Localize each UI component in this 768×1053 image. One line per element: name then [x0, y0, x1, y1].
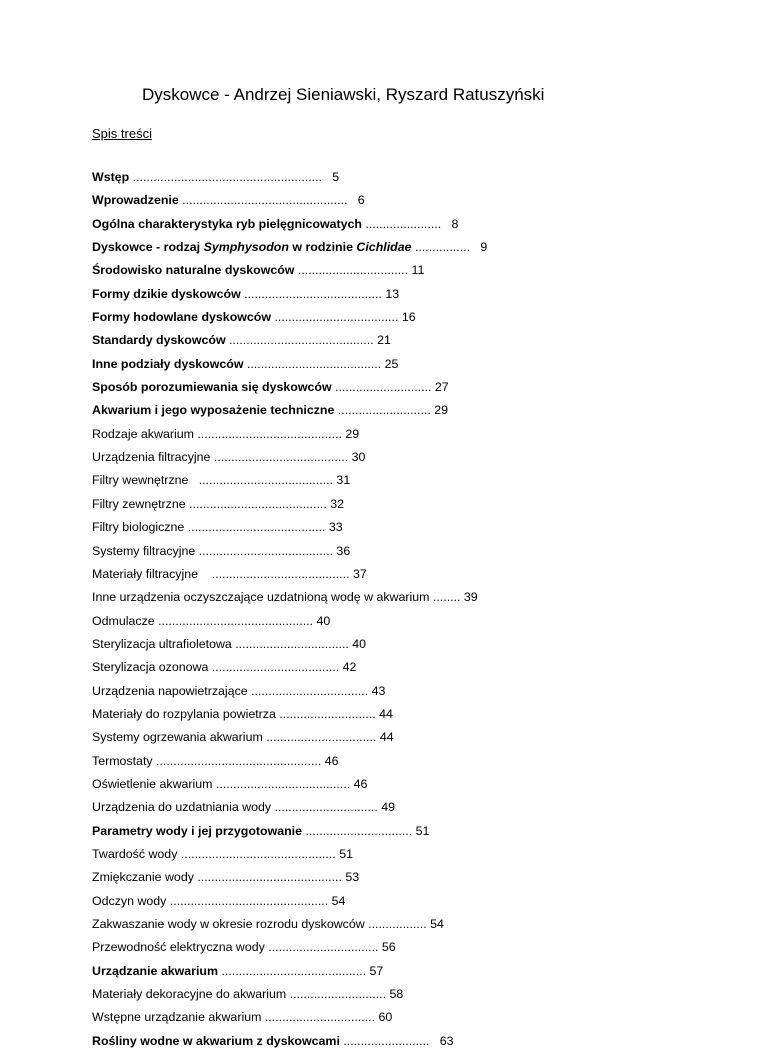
toc-entry	[92, 586, 487, 609]
toc-entry-text: ............................... 51	[302, 823, 430, 838]
table-of-contents	[92, 166, 487, 1053]
toc-entry	[92, 610, 487, 633]
toc-entry	[92, 493, 487, 516]
toc-entry	[92, 726, 487, 749]
toc-entry	[92, 236, 487, 259]
toc-entry	[92, 796, 487, 819]
toc-entry-text: Sterylizacja ultrafioletowa ................................. 40	[92, 636, 367, 651]
toc-entry-text: Filtry wewnętrzne ....................................... 31	[92, 473, 351, 488]
toc-entry-text: Rośliny wodne w akwarium z dyskowcami	[92, 1033, 340, 1048]
toc-entry-text: ....................................... 25	[243, 356, 399, 371]
toc-entry-text: ........................................ 13	[240, 286, 400, 301]
toc-entry-text: Środowisko naturalne dyskowców	[92, 263, 295, 278]
toc-entry-text: Twardość wody ............................................. 51	[92, 846, 353, 861]
toc-entry	[92, 166, 487, 189]
toc-entry	[92, 540, 487, 563]
toc-entry-text: Inne urządzenia oczyszczające uzdatnioną wodę w akwarium ........ 39	[92, 590, 478, 605]
toc-entry	[92, 469, 487, 492]
toc-entry	[92, 773, 487, 796]
toc-entry-text: Urządzenia filtracyjne ....................................... 30	[92, 450, 366, 465]
toc-entry-text: .......................................... 57	[218, 963, 384, 978]
toc-entry	[92, 423, 487, 446]
toc-entry	[92, 703, 487, 726]
toc-entry	[92, 750, 487, 773]
toc-entry-text: Cichlidae	[356, 240, 412, 255]
toc-entry-text: Dyskowce - rodzaj	[92, 240, 204, 255]
toc-entry	[92, 563, 487, 586]
toc-entry	[92, 376, 487, 399]
toc-entry-text: Wstępne urządzanie akwarium ................................ 60	[92, 1010, 393, 1025]
toc-entry	[92, 329, 487, 352]
toc-entry-text: Inne podziały dyskowców	[92, 356, 244, 371]
toc-entry-text: ...................... 8	[361, 216, 459, 231]
toc-heading: Spis treści	[92, 126, 152, 141]
toc-entry-text: Sterylizacja ozonowa ..................................... 42	[92, 660, 357, 675]
toc-entry-text: Formy hodowlane dyskowców	[92, 310, 272, 325]
toc-entry	[92, 189, 487, 212]
toc-entry-text: Przewodność elektryczna wody ................................ 56	[92, 940, 396, 955]
toc-entry	[92, 890, 487, 913]
toc-entry	[92, 820, 487, 843]
toc-entry-text: ............................ 27	[331, 380, 449, 395]
toc-entry-text: Materiały filtracyjne ........................................ 37	[92, 566, 367, 581]
toc-entry-text: Wprowadzenie	[92, 193, 179, 208]
toc-entry	[92, 306, 487, 329]
toc-entry-text: Rodzaje akwarium .......................................... 29	[92, 426, 360, 441]
toc-entry-text: Filtry zewnętrzne ........................................ 32	[92, 496, 345, 511]
toc-entry-text: Akwarium i jego wyposażenie techniczne	[92, 403, 335, 418]
toc-entry-text: .................................... 16	[271, 310, 416, 325]
toc-entry-text: ......................... 63	[339, 1033, 454, 1048]
toc-entry-text: ................................ 11	[294, 263, 425, 278]
toc-entry	[92, 936, 487, 959]
toc-entry	[92, 446, 487, 469]
toc-entry-text: w rodzinie	[288, 240, 357, 255]
toc-entry-text: ................ 9	[411, 240, 488, 255]
toc-entry-text: Standardy dyskowców	[92, 333, 226, 348]
toc-entry	[92, 213, 487, 236]
toc-entry-text: Urządzenia napowietrzające .................................. 43	[92, 683, 386, 698]
toc-entry-text: Ogólna charakterystyka ryb pielęgnicowatych	[92, 216, 362, 231]
toc-entry	[92, 913, 487, 936]
toc-entry	[92, 516, 487, 539]
document-title: Dyskowce - Andrzej Sieniawski, Ryszard Ratuszyński	[142, 85, 545, 104]
toc-entry-text: Materiały do rozpylania powietrza ............................ 44	[92, 706, 393, 721]
toc-entry-text: Materiały dekoracyjne do akwarium ............................ 58	[92, 987, 404, 1002]
toc-entry-text: Wstęp	[92, 170, 130, 184]
toc-entry-text: Sposób porozumiewania się dyskowców	[92, 380, 332, 395]
toc-entry	[92, 656, 487, 679]
toc-entry	[92, 1006, 487, 1029]
toc-entry-text: Systemy filtracyjne ....................................... 36	[92, 543, 351, 558]
toc-entry	[92, 353, 487, 376]
toc-entry-text: Zmiękczanie wody .......................................... 53	[92, 870, 360, 885]
toc-entry-text: Urządzanie akwarium	[92, 963, 219, 978]
toc-entry	[92, 983, 487, 1006]
toc-entry	[92, 399, 487, 422]
toc-entry-text: Odczyn wody .............................................. 54	[92, 893, 346, 908]
toc-entry	[92, 259, 487, 282]
toc-entry-text: Odmulacze ............................................. 40	[92, 613, 331, 628]
toc-entry	[92, 633, 487, 656]
toc-entry-text: .......................................... 21	[225, 333, 391, 348]
toc-entry	[92, 866, 487, 889]
toc-entry-text: Zakwaszanie wody w okresie rozrodu dyskowców ................. 54	[92, 917, 444, 931]
toc-entry	[92, 960, 487, 983]
toc-entry-text: Systemy ogrzewania akwarium ................................ 44	[92, 730, 394, 745]
toc-entry-text: ........................... 29	[334, 403, 448, 418]
toc-entry-text: Parametry wody i jej przygotowanie	[92, 823, 303, 838]
toc-entry-text: ................................................ 6	[178, 193, 365, 208]
toc-entry-text: Urządzenia do uzdatniania wody .............................. 49	[92, 800, 396, 815]
toc-entry	[92, 843, 487, 866]
toc-entry-text: Filtry biologiczne ........................................ 33	[92, 520, 343, 535]
toc-entry-text: Termostaty ................................................ 46	[92, 753, 339, 768]
toc-entry-text: ....................................................... 5	[129, 170, 340, 184]
toc-entry-text: Symphysodon	[203, 240, 289, 255]
toc-entry	[92, 283, 487, 306]
toc-entry-text: Oświetlenie akwarium ....................................... 46	[92, 776, 368, 791]
toc-entry	[92, 680, 487, 703]
toc-entry-text: Formy dzikie dyskowców	[92, 286, 241, 301]
toc-entry	[92, 1030, 487, 1053]
